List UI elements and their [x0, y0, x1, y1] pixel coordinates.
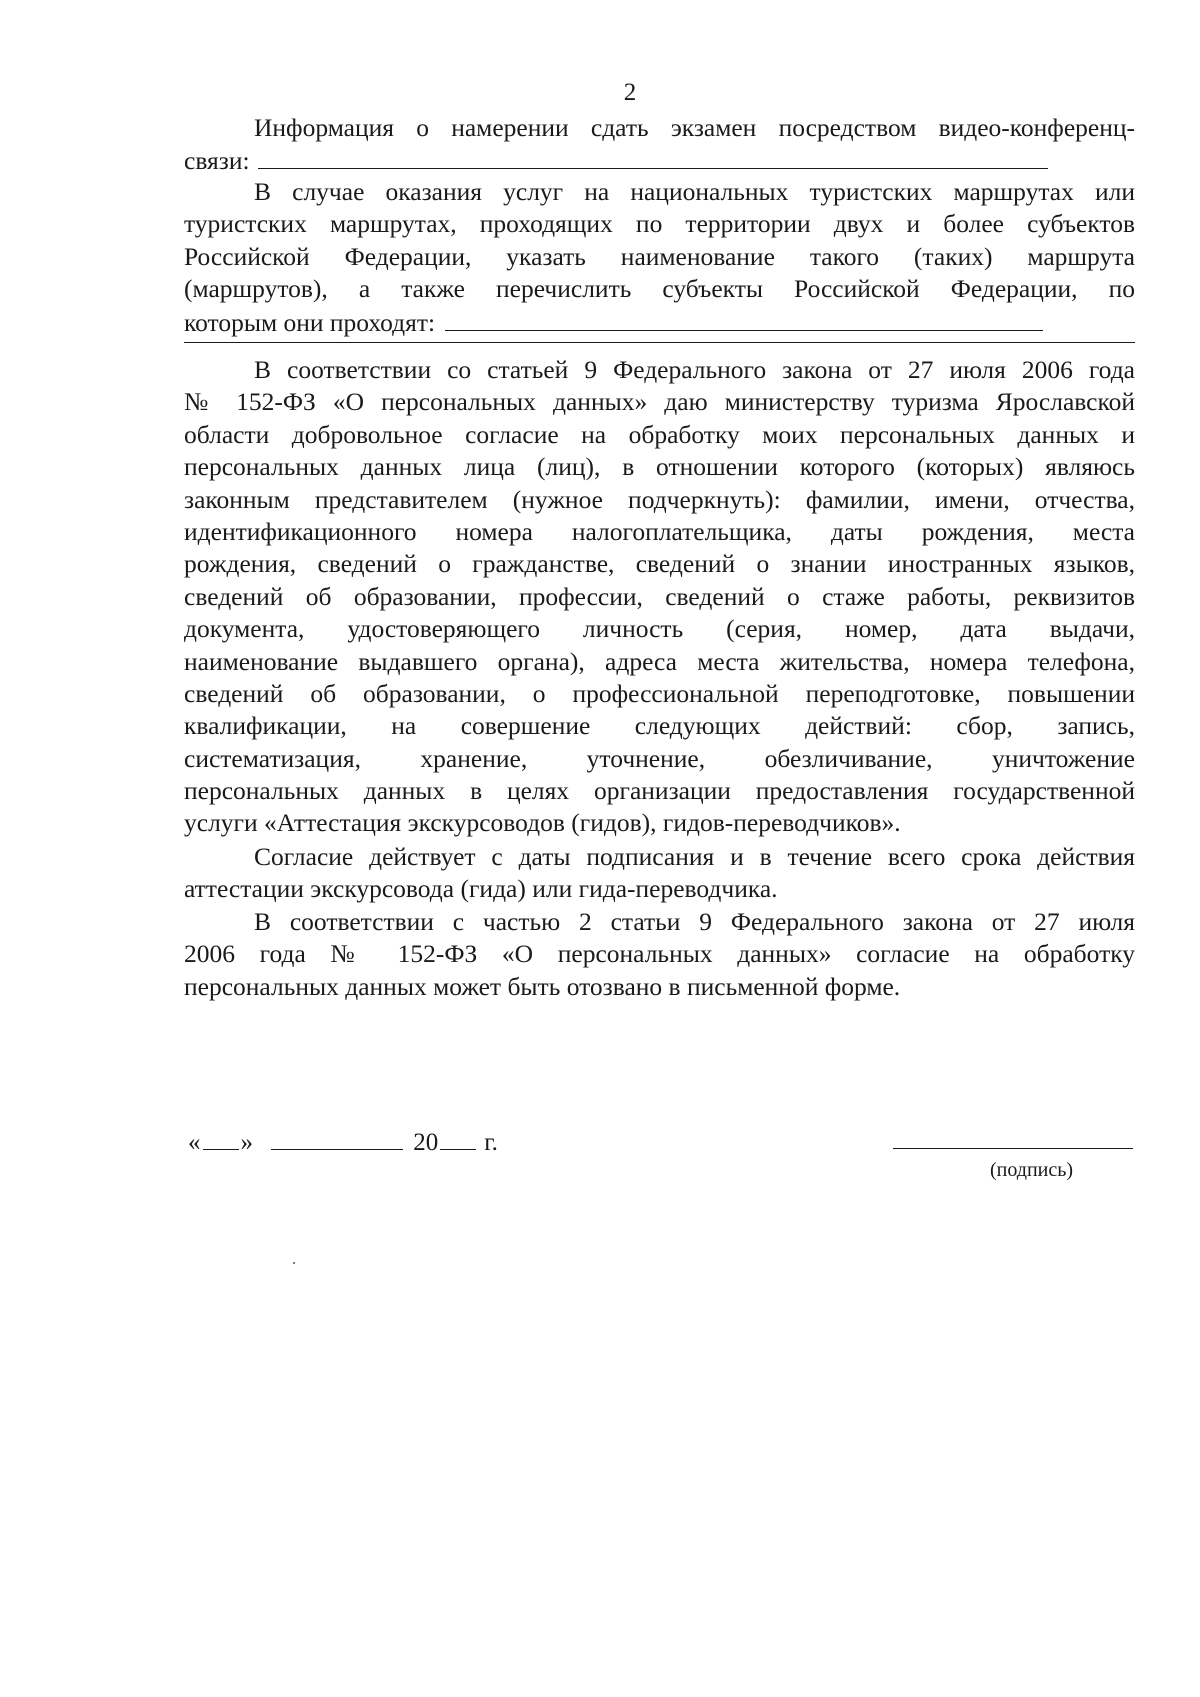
routes-blank-field[interactable] — [445, 306, 1043, 331]
validity-paragraph — [184, 841, 1135, 906]
consent-paragraph — [184, 354, 1135, 840]
consent-line: персональных данных лица (лиц), в отношении которого (которых) являюсь — [184, 452, 1135, 482]
consent-line: В соответствии со статьей 9 Федерального закона от 27 июля 2006 года — [254, 355, 1135, 384]
consent-line: законным представителем (нужное подчеркнуть): фамилии, имени, отчества, — [184, 484, 1135, 514]
consent-last-line: услуги «Аттестация экскурсоводов (гидов), гидов-переводчиков». — [184, 808, 901, 838]
date-open-quote: « — [188, 1129, 201, 1156]
consent-line: № 152-ФЗ «О персональных данных» даю министерству туризма Ярославской — [184, 387, 1135, 417]
scan-speck — [293, 1262, 295, 1264]
signature-caption: (подпись) — [990, 1159, 1074, 1181]
signature-blank-field[interactable] — [893, 1148, 1133, 1149]
year-suffix: г. — [484, 1129, 498, 1156]
date-close-quote: » — [240, 1129, 253, 1156]
consent-line: квалификации, на совершение следующих действий: сбор, запись, — [184, 711, 1135, 741]
consent-line: идентификационного номера налогоплательщика, даты рождения, места — [184, 516, 1135, 546]
validity-line-1: Согласие действует с даты подписания и в течение всего срока действия — [254, 842, 1135, 871]
routes-line: Российской Федерации, указать наименование такого (таких) маршрута — [184, 241, 1135, 271]
page-number: 2 — [623, 79, 637, 106]
exam-info-blank-field[interactable] — [258, 144, 1048, 169]
consent-line: персональных данных в целях организации предоставления государственной — [184, 776, 1135, 806]
consent-line: сведений об образовании, профессии, сведений о стаже работы, реквизитов — [184, 581, 1135, 611]
consent-line: документа, удостоверяющего личность (серия, номер, дата выдачи, — [184, 614, 1135, 644]
exam-info-line-1: Информация о намерении сдать экзамен посредством видео-конференц- — [254, 113, 1135, 142]
routes-line: (маршрутов), а также перечислить субъекты Российской Федерации, по — [184, 274, 1135, 304]
revocation-last-line: персональных данных может быть отозвано в письменной форме. — [184, 971, 901, 1001]
exam-info-paragraph — [184, 112, 1135, 177]
consent-line: наименование выдавшего органа), адреса места жительства, номера телефона, — [184, 646, 1135, 676]
date-field-row — [188, 1125, 498, 1158]
consent-line: сведений об образовании, о профессиональной переподготовке, повышении — [184, 678, 1135, 708]
revocation-line: 2006 года № 152-ФЗ «О персональных данных» согласие на обработку — [184, 939, 1135, 969]
routes-blank-field-continuation[interactable] — [184, 342, 1135, 343]
validity-line-2: аттестации экскурсовода (гида) или гида-переводчика. — [184, 874, 778, 904]
day-blank-field[interactable] — [203, 1125, 239, 1150]
consent-line: систематизация, хранение, уточнение, обезличивание, уничтожение — [184, 743, 1135, 773]
routes-last-label: которым они проходят: — [184, 307, 436, 337]
year-prefix: 20 — [413, 1129, 439, 1156]
year-blank-field[interactable] — [440, 1125, 476, 1150]
routes-paragraph — [184, 176, 1135, 338]
routes-line: туристских маршрутах, проходящих по территории двух и более субъектов — [184, 209, 1135, 239]
month-blank-field[interactable] — [271, 1125, 403, 1150]
consent-line: области добровольное согласие на обработку моих персональных данных и — [184, 419, 1135, 449]
exam-info-line-2 — [184, 144, 1135, 176]
revocation-line: В соответствии с частью 2 статьи 9 Федерального закона от 27 июля — [254, 907, 1135, 936]
revocation-paragraph — [184, 906, 1135, 1003]
routes-last-line — [184, 306, 1135, 338]
consent-line: рождения, сведений о гражданстве, сведений о знании иностранных языков, — [184, 549, 1135, 579]
exam-info-label: связи: — [184, 146, 250, 176]
routes-line: В случае оказания услуг на национальных туристских маршрутах или — [254, 177, 1135, 206]
